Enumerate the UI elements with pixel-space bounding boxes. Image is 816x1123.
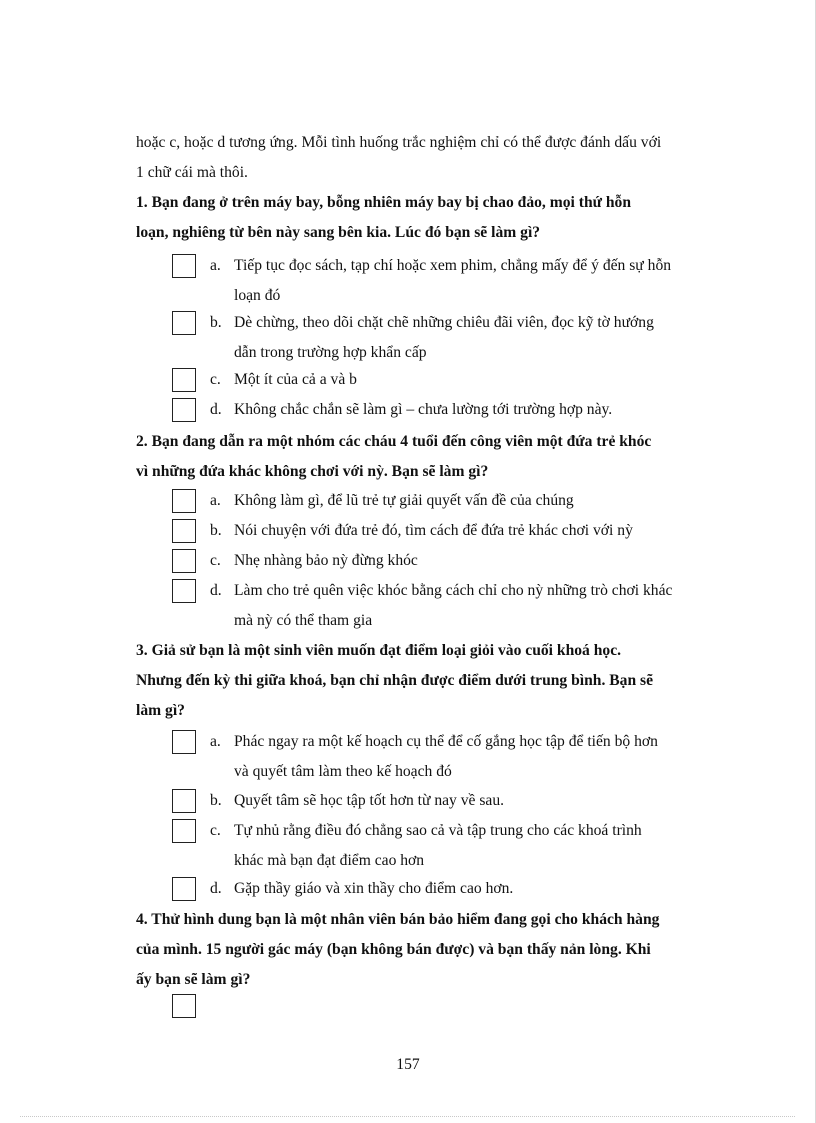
checkbox[interactable]: [172, 994, 196, 1018]
option-text: Không làm gì, để lũ trẻ tự giải quyết vấn đề của chúng: [234, 492, 574, 509]
option-text: Dè chừng, theo dõi chặt chẽ những chiêu đãi viên, đọc kỹ tờ hướng: [234, 314, 654, 331]
option-letter: a.: [210, 492, 221, 509]
option-text-cont: và quyết tâm làm theo kế hoạch đó: [234, 763, 452, 780]
option-letter: c.: [210, 552, 221, 569]
question-1-line: loạn, nghiêng từ bên này sang bên kia. Lúc đó bạn sẽ làm gì?: [136, 224, 541, 241]
question-1-line: 1. Bạn đang ở trên máy bay, bỗng nhiên máy bay bị chao đảo, mọi thứ hỗn: [136, 194, 632, 211]
option-text: Nói chuyện với đứa trẻ đó, tìm cách để đứa trẻ khác chơi với nỳ: [234, 522, 633, 539]
option-letter: b.: [210, 314, 222, 331]
option-text-cont: khác mà bạn đạt điểm cao hơn: [234, 852, 425, 869]
question-2-line: vì những đứa khác không chơi với nỳ. Bạn sẽ làm gì?: [136, 463, 489, 480]
question-3-line: 3. Giả sử bạn là một sinh viên muốn đạt điểm loại giỏi vào cuối khoá học.: [136, 642, 622, 659]
checkbox[interactable]: [172, 877, 196, 901]
checkbox[interactable]: [172, 398, 196, 422]
option-letter: b.: [210, 792, 222, 809]
intro-line: hoặc c, hoặc d tương ứng. Mỗi tình huống trắc nghiệm chỉ có thể được đánh dấu với: [136, 134, 662, 151]
checkbox[interactable]: [172, 789, 196, 813]
option-text: Một ít của cả a và b: [234, 371, 357, 388]
question-3-line: Nhưng đến kỳ thi giữa khoá, bạn chỉ nhận được điểm dưới trung bình. Bạn sẽ: [136, 672, 654, 689]
option-letter: c.: [210, 822, 221, 839]
option-text-cont: dẫn trong trường hợp khẩn cấp: [234, 344, 427, 361]
question-3-line: làm gì?: [136, 702, 185, 719]
checkbox[interactable]: [172, 519, 196, 543]
checkbox[interactable]: [172, 254, 196, 278]
checkbox[interactable]: [172, 549, 196, 573]
checkbox[interactable]: [172, 819, 196, 843]
option-text: Tự nhủ rằng điều đó chẳng sao cả và tập trung cho các khoá trình: [234, 822, 642, 839]
option-text: Làm cho trẻ quên việc khóc bằng cách chỉ cho nỳ những trò chơi khác: [234, 582, 673, 599]
page-number: 157: [396, 1056, 420, 1073]
checkbox[interactable]: [172, 368, 196, 392]
option-text: Gặp thầy giáo và xin thầy cho điểm cao hơn.: [234, 880, 514, 897]
option-letter: b.: [210, 522, 222, 539]
page-bottom-border: [20, 1116, 795, 1117]
question-4-line: ấy bạn sẽ làm gì?: [136, 971, 251, 988]
option-letter: d.: [210, 401, 222, 418]
option-letter: a.: [210, 257, 221, 274]
option-text-cont: mà nỳ có thể tham gia: [234, 612, 373, 629]
option-text: Nhẹ nhàng bảo nỳ đừng khóc: [234, 552, 418, 569]
option-letter: d.: [210, 880, 222, 897]
checkbox[interactable]: [172, 579, 196, 603]
option-text-cont: loạn đó: [234, 287, 281, 304]
question-4-line: 4. Thử hình dung bạn là một nhân viên bán bảo hiểm đang gọi cho khách hàng: [136, 911, 660, 928]
question-2-line: 2. Bạn đang dẫn ra một nhóm các cháu 4 tuổi đến công viên một đứa trẻ khóc: [136, 433, 652, 450]
checkbox[interactable]: [172, 311, 196, 335]
intro-line: 1 chữ cái mà thôi.: [136, 164, 248, 181]
option-text: Không chắc chắn sẽ làm gì – chưa lường tới trường hợp này.: [234, 401, 613, 418]
option-text: Tiếp tục đọc sách, tạp chí hoặc xem phim, chẳng mấy để ý đến sự hỗn: [234, 257, 672, 274]
checkbox[interactable]: [172, 730, 196, 754]
option-letter: d.: [210, 582, 222, 599]
option-text: Quyết tâm sẽ học tập tốt hơn từ nay về sau.: [234, 792, 505, 809]
question-4-line: của mình. 15 người gác máy (bạn không bán được) và bạn thấy nản lòng. Khi: [136, 941, 651, 958]
checkbox[interactable]: [172, 489, 196, 513]
option-letter: c.: [210, 371, 221, 388]
option-text: Phác ngay ra một kế hoạch cụ thể để cố gắng học tập để tiến bộ hơn: [234, 733, 658, 750]
option-letter: a.: [210, 733, 221, 750]
